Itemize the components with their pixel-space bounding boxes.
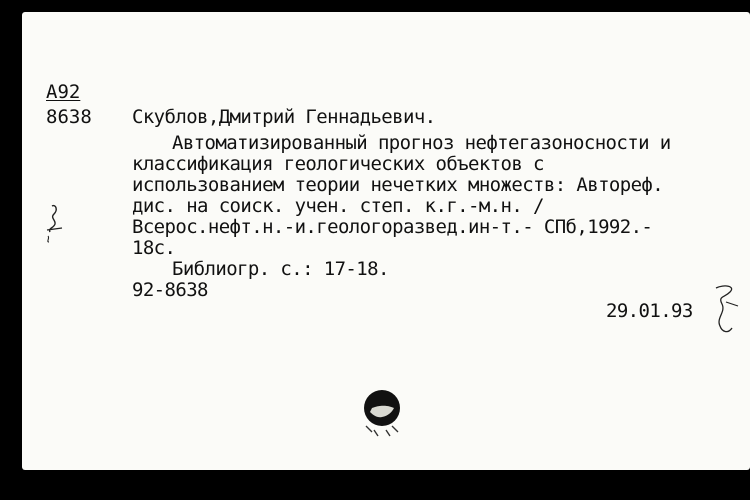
title-line-4: дис. на соиск. учен. степ. к.г.-м.н. /: [132, 195, 544, 217]
title-line-1: Автоматизированный прогноз нефтегазоносности и: [172, 132, 671, 154]
inventory-number: 8638: [46, 106, 92, 128]
card-date: 29.01.93: [606, 300, 693, 322]
catalog-card: [22, 12, 750, 470]
scan-border: [0, 0, 22, 500]
handwritten-mark-icon: [42, 202, 68, 244]
title-line-6: 18с.: [132, 237, 176, 259]
signature-icon: [708, 282, 744, 338]
title-line-5: Всерос.нефт.н.-и.геологоразвед.ин-т.- СПб,1992.-: [132, 216, 653, 238]
author-line: Скублов,Дмитрий Геннадьевич.: [132, 106, 436, 128]
bibliography-note: Библиогр. с.: 17-18.: [172, 258, 389, 280]
punched-hole-icon: [360, 386, 404, 440]
accession-number: 92-8638: [132, 279, 208, 301]
shelf-code: А92: [46, 81, 81, 103]
title-line-2: классификация геологических объектов с: [132, 153, 544, 175]
title-line-3: использованием теории нечетких множеств: Автореф.: [132, 174, 664, 196]
